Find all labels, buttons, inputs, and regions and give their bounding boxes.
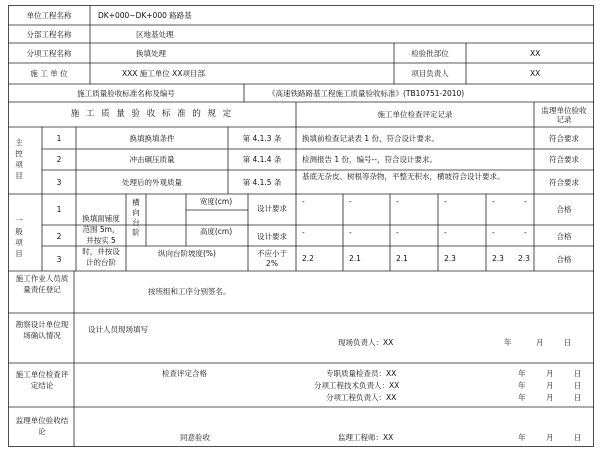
general-row-3-result: 合格: [556, 255, 572, 264]
supervisor: 监理工程师：XX: [338, 433, 394, 442]
general-row-2-value-5: -: [492, 228, 495, 237]
design-day: 日: [564, 338, 572, 347]
supervise-value: 同意验收: [180, 433, 210, 442]
inspect-day-1: 日: [574, 369, 582, 378]
inspect-month-2: 月: [546, 381, 554, 390]
column-supervision-record: 监理单位验收记录: [541, 106, 587, 124]
main-row-2-result: 符合要求: [549, 155, 579, 164]
main-row-3-item: 处理后的外观质量: [122, 178, 182, 187]
width-label: 宽度(cm): [199, 197, 233, 206]
supervise-month: 月: [546, 433, 554, 442]
sub-project-value: 区地基处理: [136, 30, 174, 39]
inspect-day-3: 日: [574, 393, 582, 402]
inspect-month-1: 月: [546, 369, 554, 378]
item-project-value: 换填处理: [136, 49, 166, 58]
general-row-1-result: 合格: [556, 205, 572, 214]
supervise-year: 年: [518, 433, 526, 442]
design-month: 月: [536, 338, 544, 347]
main-row-1-clause: 第 4.1.3 条: [242, 134, 282, 143]
design-req-2: 设计要求: [257, 232, 287, 241]
manager-value: XX: [530, 69, 541, 78]
general-row-1-value-5: -: [492, 197, 495, 206]
contractor-value: XXX 施工单位 XX项目部: [122, 69, 205, 78]
inspection-lot-value: XX: [530, 49, 541, 58]
design-label: 勘察设计单位现场确认情况: [15, 320, 69, 340]
general-row-1-value-3: -: [396, 197, 399, 206]
general-row-2-value-4: -: [444, 228, 447, 237]
general-row-2-value-6: -: [524, 228, 527, 237]
main-row-1-no: 1: [56, 134, 62, 143]
inspect-year-3: 年: [518, 393, 526, 402]
inspect-day-2: 日: [574, 381, 582, 390]
slope-label: 纵向台阶坡度(%): [158, 249, 216, 258]
general-row-1-no: 1: [56, 205, 62, 214]
general-row-3-value-1: 2.2: [302, 254, 314, 263]
supervise-day: 日: [574, 433, 582, 442]
inspector-3: 分项工程负责人：XX: [326, 393, 397, 402]
inspect-month-3: 月: [546, 393, 554, 402]
main-row-2-clause: 第 4.1.4 条: [242, 155, 282, 164]
column-standard-requirement: 施 工 质 量 验 收 标 准 的 规 定: [70, 109, 234, 119]
general-row-3-value-6: 2.3: [518, 254, 530, 263]
main-row-3-clause: 第 4.1.5 条: [242, 178, 282, 187]
design-value: 设计人员现场填写: [88, 325, 148, 334]
main-row-2-item: 冲击碾压质量: [129, 155, 175, 164]
general-row-2-result: 合格: [556, 232, 572, 241]
general-row-1-value-1: -: [302, 197, 305, 206]
inspect-label: 施工单位检查评定结论: [15, 370, 69, 390]
contractor-label: 施 工 单 位: [30, 69, 68, 78]
general-row-2-value-3: -: [396, 228, 399, 237]
main-row-2-record: 检测报告 1 份，编号--，符合设计要求。: [302, 155, 437, 164]
main-control-label: 主控项目: [15, 138, 23, 180]
main-row-1-result: 符合要求: [549, 134, 579, 143]
main-row-3-record: 基底无杂皮、树根等杂物，平整无积水，横坡符合设计要求。: [302, 172, 505, 181]
column-construction-check: 施工单位检查评定记录: [377, 110, 453, 119]
general-row-1-value-4: -: [444, 197, 447, 206]
general-row-2-value-2: -: [349, 228, 352, 237]
height-label: 高度(cm): [199, 227, 233, 236]
horizontal-step-label: 横向台阶: [132, 198, 140, 237]
design-year: 年: [504, 338, 512, 347]
standard-value: 《高速铁路路基工程施工质量验收标准》(TB10751-2010): [268, 89, 465, 98]
main-row-2-no: 2: [56, 155, 62, 164]
inspect-value: 检查评定合格: [162, 369, 207, 378]
staff-value: 按班组和工序分别签名。: [148, 287, 231, 296]
general-row-3-value-2: 2.1: [349, 254, 361, 263]
sub-project-label: 分部工程名称: [26, 30, 72, 39]
main-row-1-item: 换填换填条件: [129, 134, 175, 143]
manager-label: 项目负责人: [411, 69, 449, 78]
general-row-1-value-6: -: [524, 197, 527, 206]
inspector-1: 专职质量检查员：XX: [326, 369, 397, 378]
inspector-2: 分项工程技术负责人：XX: [314, 381, 400, 390]
supervise-label: 监理单位验收结论: [15, 416, 69, 436]
main-row-3-result: 符合要求: [549, 178, 579, 187]
general-item-name: 换填面铺度范围 5m，并按实 5 时，并按设计的台阶: [82, 214, 120, 267]
general-row-3-no: 3: [56, 255, 62, 264]
general-row-3-value-3: 2.1: [396, 254, 408, 263]
design-req-1: 设计要求: [257, 204, 287, 213]
design-person: 现场负责人：XX: [338, 338, 394, 347]
inspect-year-1: 年: [518, 369, 526, 378]
inspection-lot-label: 检验批部位: [411, 49, 449, 58]
main-row-3-no: 3: [56, 178, 62, 187]
general-row-3-value-5: 2.3: [492, 254, 504, 263]
unit-project-value: DK+000~DK+000 路路基: [98, 11, 192, 20]
inspect-year-2: 年: [518, 381, 526, 390]
general-row-3-value-4: 2.3: [444, 254, 456, 263]
standard-label: 施工质量验收标准名称及编号: [77, 89, 175, 98]
general-row-1-value-2: -: [349, 197, 352, 206]
unit-project-label: 单位工程名称: [26, 11, 72, 20]
general-row-2-value-1: -: [302, 228, 305, 237]
slope-requirement: 不应小于 2%: [257, 249, 287, 268]
staff-label: 施工作业人员质量责任登记: [15, 274, 69, 294]
general-row-2-no: 2: [56, 232, 62, 241]
item-project-label: 分项工程名称: [26, 49, 72, 58]
inspection-record-sheet: [8, 5, 594, 447]
general-label: 一般项目: [15, 216, 23, 258]
main-row-1-record: 换填前检查记录表 1 份，符合设计要求。: [302, 134, 440, 143]
